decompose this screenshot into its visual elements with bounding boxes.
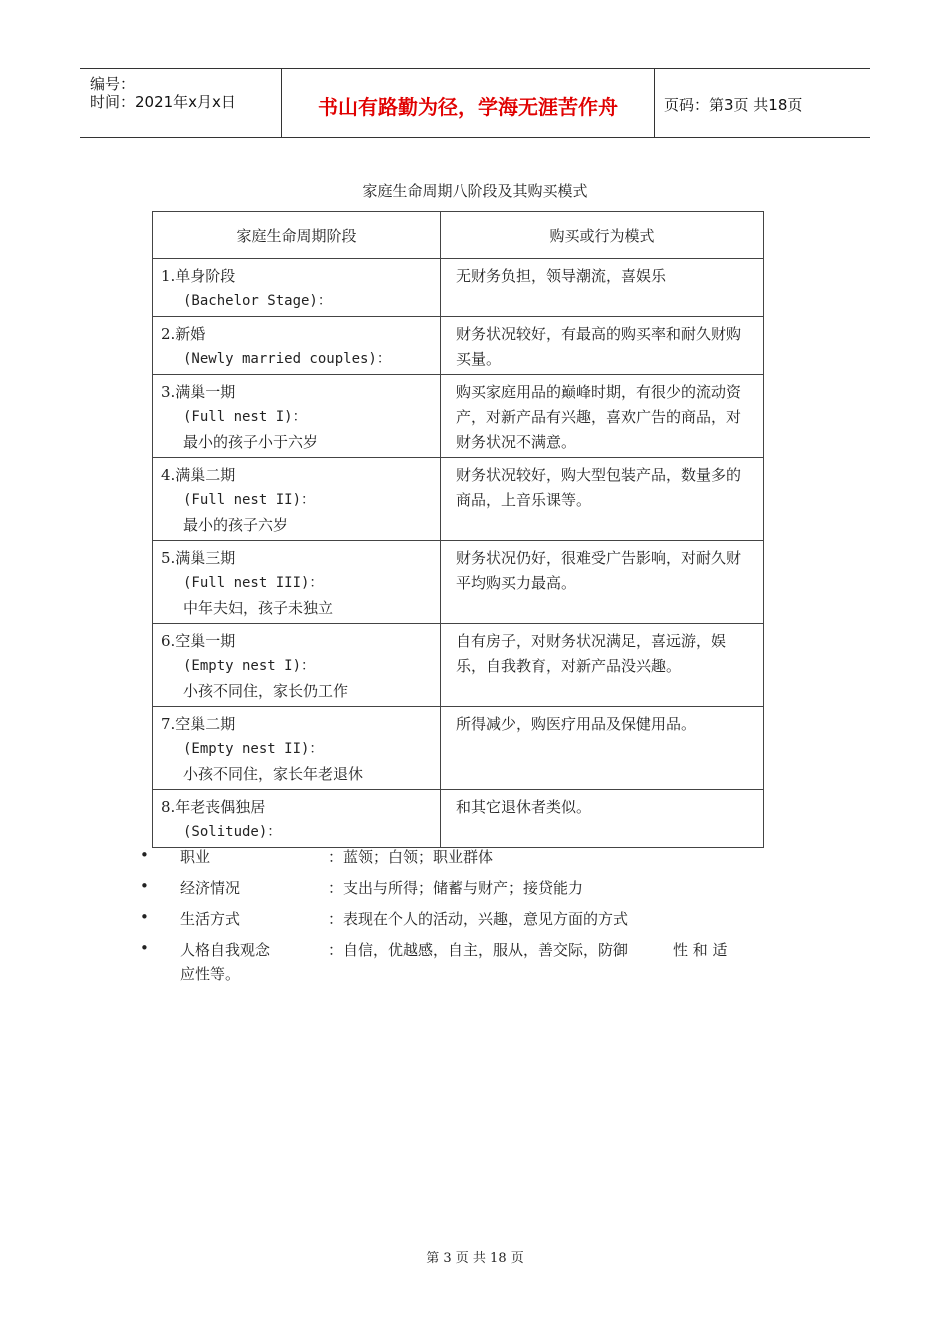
stage-cell [153, 541, 441, 624]
bullet-label: 职业 [180, 848, 211, 866]
table-row [153, 624, 764, 707]
stage-name: 3.满巢一期 [161, 383, 236, 401]
pattern-cell: 财务状况较好，有最高的购买率和耐久财购买量。 [441, 317, 764, 375]
page-header [80, 68, 870, 138]
table-caption: 家庭生命周期八阶段及其购买模式 [362, 182, 588, 200]
table-row [153, 317, 764, 375]
stage-name: 8.年老丧偶独居 [161, 798, 266, 816]
bullet-value: ：自信，优越感，自主，服从，善交际，防御 性 和 适 [328, 941, 728, 959]
bullet-value: ：表现在个人的活动，兴趣，意见方面的方式 [328, 910, 629, 928]
bullet-dot-icon: • [140, 846, 149, 864]
table-header-row [153, 212, 764, 259]
pattern-cell: 财务状况仍好，很难受广告影响，对耐久财平均购买力最高。 [441, 541, 764, 624]
column-header-pattern: 购买或行为模式 [441, 212, 764, 259]
stage-english: (Bachelor Stage)： [183, 293, 332, 309]
stage-english: (Empty nest II)： [183, 741, 324, 757]
number-label: 编号： [90, 75, 136, 93]
pattern-cell: 所得减少，购医疗用品及保健用品。 [441, 707, 764, 790]
pattern-cell: 财务状况较好，购大型包装产品，数量多的商品，上音乐课等。 [441, 458, 764, 541]
bullet-item [140, 906, 800, 937]
stage-cell [153, 317, 441, 375]
stage-name: 7.空巢二期 [161, 715, 236, 733]
bullet-dot-icon: • [140, 908, 149, 926]
stage-english: (Full nest III)： [183, 575, 324, 591]
bullet-value: ：蓝领；白领；职业群体 [328, 848, 494, 866]
pattern-cell: 购买家庭用品的巅峰时期，有很少的流动资产，对新产品有兴趣，喜欢广告的商品，对财务状况不满意。 [441, 375, 764, 458]
page-info-text: 页码：第3页 共18页 [664, 95, 803, 114]
stage-cell [153, 624, 441, 707]
stage-english: (Empty nest I)： [183, 658, 316, 674]
stage-name: 5.满巢三期 [161, 549, 236, 567]
bullet-label: 生活方式 [180, 910, 241, 928]
pattern-cell: 和其它退休者类似。 [441, 790, 764, 848]
stage-name: 1.单身阶段 [161, 267, 236, 285]
bullet-item [140, 937, 800, 983]
stage-description: 中年夫妇，孩子未独立 [183, 599, 334, 617]
motto-text: 书山有路勤为径，学海无涯苦作舟 [318, 94, 618, 119]
stage-cell [153, 707, 441, 790]
bullet-dot-icon: • [140, 877, 149, 895]
bullet-item [140, 844, 800, 875]
stage-description: 最小的孩子六岁 [183, 516, 289, 534]
stage-cell [153, 458, 441, 541]
table-row [153, 541, 764, 624]
table-row [153, 259, 764, 317]
table-row [153, 458, 764, 541]
table-row [153, 707, 764, 790]
table-row [153, 790, 764, 848]
stage-name: 4.满巢二期 [161, 466, 236, 484]
header-motto [281, 69, 655, 137]
date-label: 时间：2021年x月x日 [90, 93, 236, 111]
stage-description: 小孩不同住，家长仍工作 [183, 682, 349, 700]
pattern-cell: 自有房子，对财务状况满足，喜远游，娱乐，自我教育，对新产品没兴趣。 [441, 624, 764, 707]
stage-cell [153, 259, 441, 317]
bullet-value-continuation: 应性等。 [180, 965, 241, 983]
page-footer: 第 3 页 共 18 页 [426, 1251, 524, 1266]
header-meta [80, 69, 280, 137]
stage-english: (Solitude)： [183, 824, 282, 840]
bullet-value: ：支出与所得；储蓄与财产；接贷能力 [328, 879, 584, 897]
bullet-item [140, 875, 800, 906]
bullet-dot-icon: • [140, 939, 149, 957]
bullet-label: 人格自我观念 [180, 941, 271, 959]
pattern-cell: 无财务负担，领导潮流，喜娱乐 [441, 259, 764, 317]
stage-cell [153, 375, 441, 458]
header-page-info [654, 69, 870, 137]
stage-english: (Newly married couples)： [183, 351, 391, 367]
stage-description: 小孩不同住，家长年老退休 [183, 765, 364, 783]
stage-english: (Full nest I)： [183, 409, 307, 425]
stage-english: (Full nest II)： [183, 492, 316, 508]
lifecycle-table [152, 211, 764, 848]
bullet-list [140, 844, 800, 983]
bullet-label: 经济情况 [180, 879, 241, 897]
stage-cell [153, 790, 441, 848]
table-row [153, 375, 764, 458]
column-header-stage: 家庭生命周期阶段 [153, 212, 441, 259]
stage-description: 最小的孩子小于六岁 [183, 433, 319, 451]
stage-name: 2.新婚 [161, 325, 206, 343]
stage-name: 6.空巢一期 [161, 632, 236, 650]
